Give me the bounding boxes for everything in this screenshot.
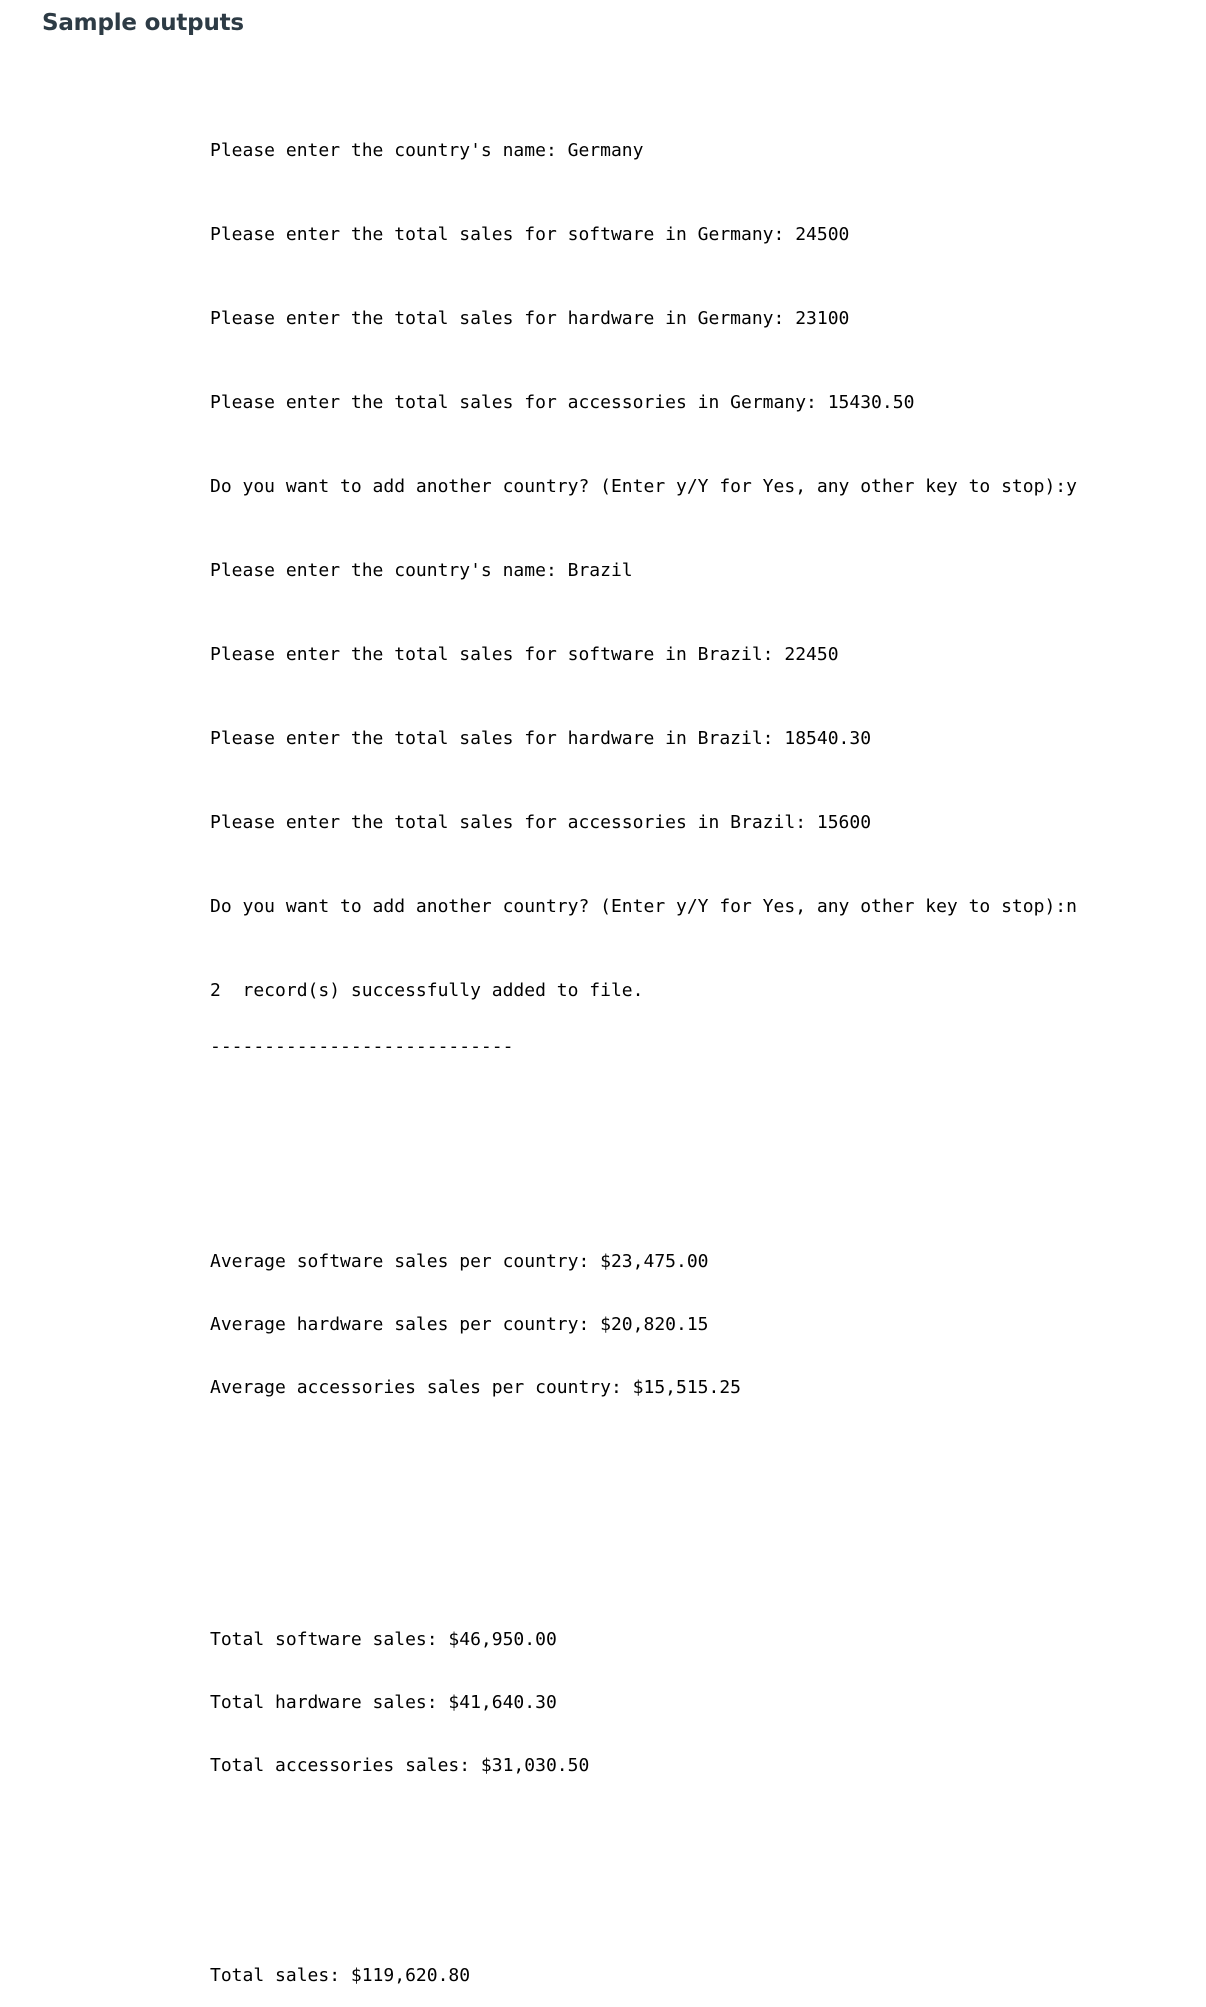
grand-total-line: Total sales: $119,620.80 <box>210 1965 471 1986</box>
spacer <box>210 1881 1077 1902</box>
total-software-line: Total software sales: $46,950.00 <box>210 1629 557 1650</box>
console-line-software-germany: Please enter the total sales for software in Germany: 24500 <box>210 224 850 245</box>
console-line-accessories-germany: Please enter the total sales for accessories in Germany: 15430.50 <box>210 392 915 413</box>
average-accessories-line: Average accessories sales per country: $15,515.25 <box>210 1377 742 1398</box>
console-line-continue-no: Do you want to add another country? (Enter y/Y for Yes, any other key to stop):n <box>210 896 1077 917</box>
console-separator: ---------------------------- <box>210 1036 514 1057</box>
console-line-hardware-germany: Please enter the total sales for hardware in Germany: 23100 <box>210 308 850 329</box>
console-line-country-germany: Please enter the country's name: Germany <box>210 140 644 161</box>
console-line-accessories-brazil: Please enter the total sales for accessories in Brazil: 15600 <box>210 812 872 833</box>
total-accessories-line: Total accessories sales: $31,030.50 <box>210 1755 590 1776</box>
total-hardware-line: Total hardware sales: $41,640.30 <box>210 1692 557 1713</box>
averages-block <box>210 1209 1077 1440</box>
console-line-continue-yes: Do you want to add another country? (Enter y/Y for Yes, any other key to stop):y <box>210 476 1077 497</box>
average-hardware-line: Average hardware sales per country: $20,820.15 <box>210 1314 709 1335</box>
spacer <box>210 1125 1077 1146</box>
console-line-hardware-brazil: Please enter the total sales for hardware in Brazil: 18540.30 <box>210 728 872 749</box>
spacer <box>210 1503 1077 1524</box>
console-line-records-added: 2 record(s) successfully added to file. <box>210 980 644 1001</box>
page-heading: Sample outputs <box>42 10 244 36</box>
average-software-line: Average software sales per country: $23,475.00 <box>210 1251 709 1272</box>
console-line-software-brazil: Please enter the total sales for software in Brazil: 22450 <box>210 644 839 665</box>
console-line-country-brazil: Please enter the country's name: Brazil <box>210 560 633 581</box>
totals-block <box>210 1587 1077 1818</box>
console-output <box>210 98 1077 2007</box>
